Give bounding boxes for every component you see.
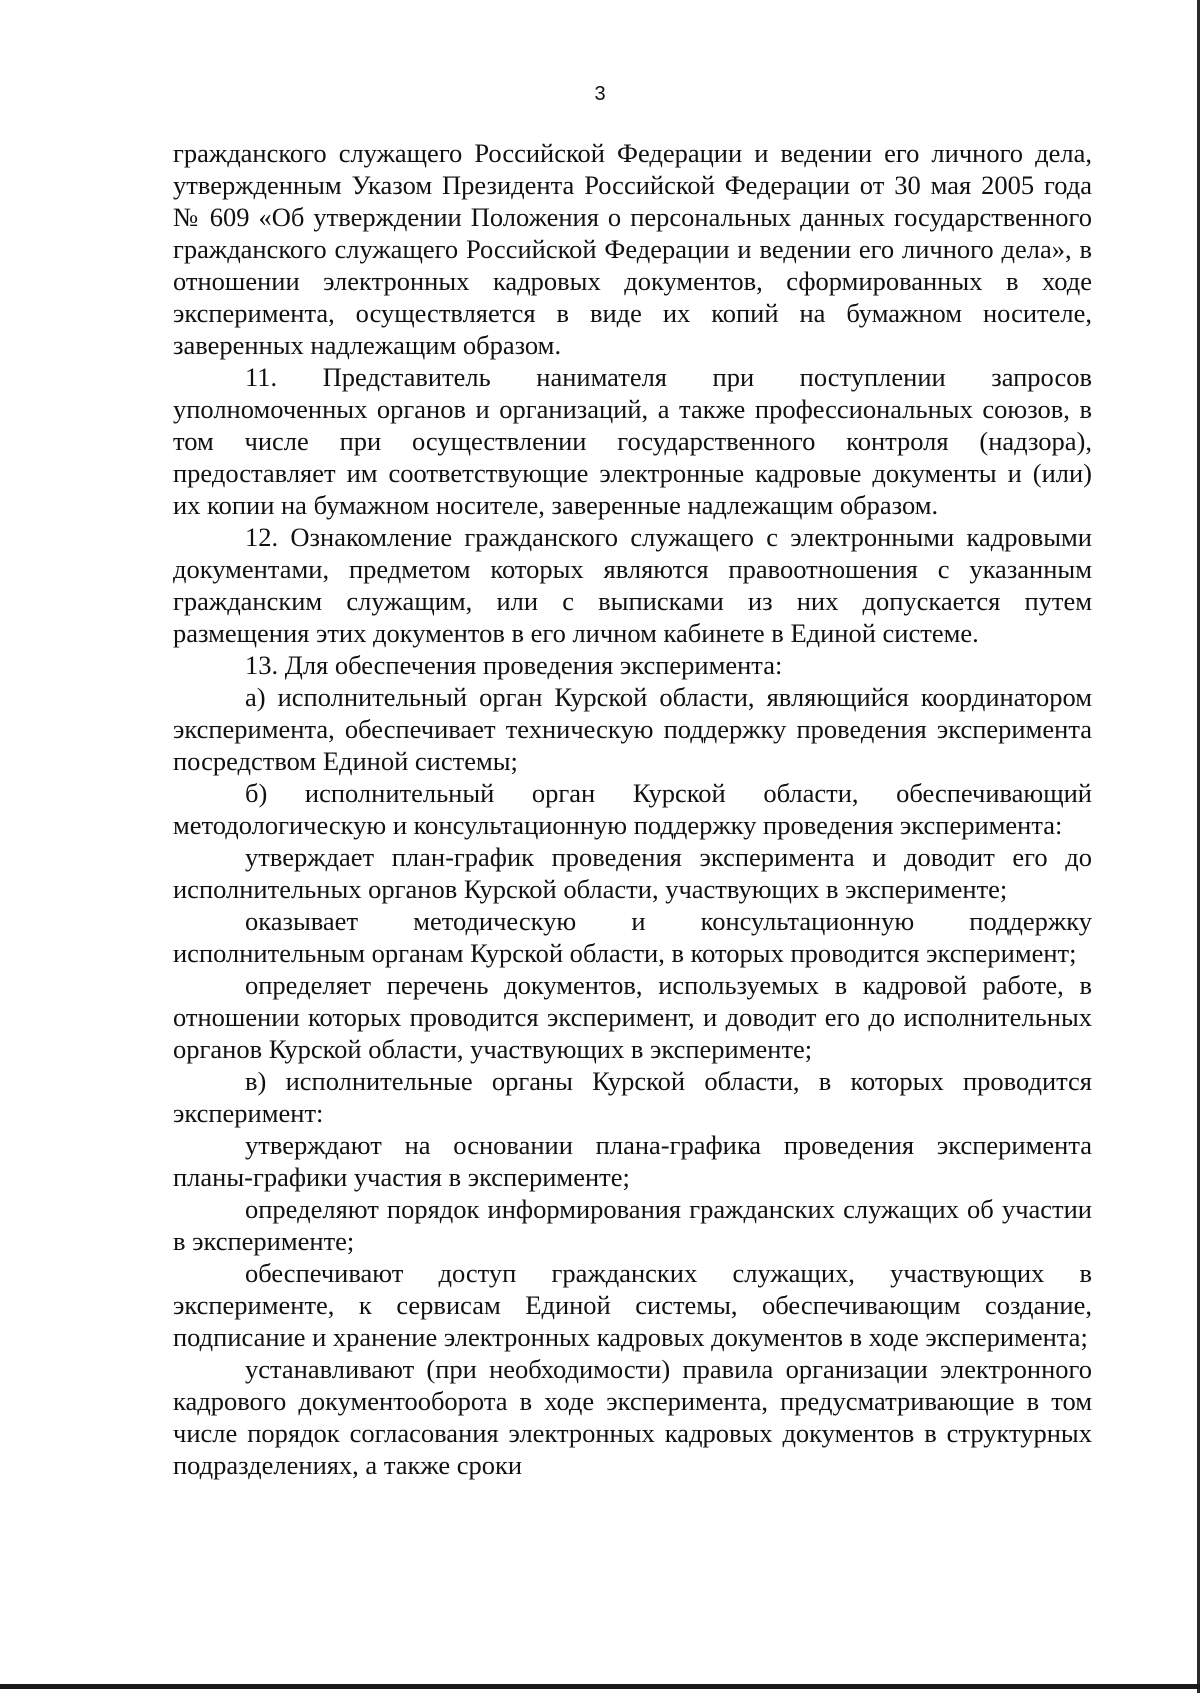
subitem-v-clause-1: утверждают на основании плана-графика проведения эксперимента планы-графики участия в эксперименте; xyxy=(173,1130,1092,1192)
subitem-v-clause-2: определяют порядок информирования гражданских служащих об участии в эксперименте; xyxy=(173,1194,1092,1256)
paragraph-item-12: 12. Ознакомление гражданского служащего с электронными кадровыми документами, предметом которых являются правоотношения с указанным гражданским служащим, или с выписками из них допускается путем размещения этих документов в его личном кабинете в Единой системе. xyxy=(173,522,1092,648)
subitem-v: в) исполнительные органы Курской области, в которых проводится эксперимент: xyxy=(173,1066,1092,1128)
subitem-b-clause-3: определяет перечень документов, используемых в кадровой работе, в отношении которых проводится эксперимент, и доводит его до исполнительных органов Курской области, участвующих в эксперименте; xyxy=(173,970,1092,1064)
paragraph-item-11: 11. Представитель нанимателя при поступлении запросов уполномоченных органов и организаций, а также профессиональных союзов, в том числе при осуществлении государственного контроля (надзора), предоставляет им соответствующие электронные кадровые документы и (или) их копии на бумажном носителе, заверенные надлежащим образом. xyxy=(173,362,1092,520)
subitem-b-clause-2: оказывает методическую и консультационную поддержку исполнительным органам Курской области, в которых проводится эксперимент; xyxy=(173,906,1092,968)
subitem-a: а) исполнительный орган Курской области, являющийся координатором эксперимента, обеспечивает техническую поддержку проведения эксперимента посредством Единой системы; xyxy=(173,682,1092,776)
subitem-b-clause-1: утверждает план-график проведения эксперимента и доводит его до исполнительных органов Курской области, участвующих в эксперименте; xyxy=(173,842,1092,904)
scan-edge-bottom xyxy=(0,1684,1200,1689)
subitem-b: б) исполнительный орган Курской области, обеспечивающий методологическую и консультационную поддержку проведения эксперимента: xyxy=(173,778,1092,840)
page-number: 3 xyxy=(594,83,606,105)
subitem-v-clause-4: устанавливают (при необходимости) правила организации электронного кадрового документооборота в ходе эксперимента, предусматривающие в том числе порядок согласования электронных кадровых документов в структурных подразделениях, а также сроки xyxy=(173,1354,1092,1480)
subitem-v-clause-3: обеспечивают доступ гражданских служащих, участвующих в эксперименте, к сервисам Единой системы, обеспечивающим создание, подписание и хранение электронных кадровых документов в ходе эксперимента; xyxy=(173,1258,1092,1352)
paragraph-item-13: 13. Для обеспечения проведения эксперимента: xyxy=(245,650,783,680)
paragraph-continuation: гражданского служащего Российской Федерации и ведении его личного дела, утвержденным Указом Президента Российской Федерации от 30 мая 2005 года № 609 «Об утверждении Положения о персональных данных государственного гражданского служащего Российской Федерации и ведении его личного дела», в отношении электронных кадровых документов, сформированных в ходе эксперимента, осуществляется в виде их копий на бумажном носителе, заверенных надлежащим образом. xyxy=(173,138,1092,360)
body-text xyxy=(173,137,1092,1481)
